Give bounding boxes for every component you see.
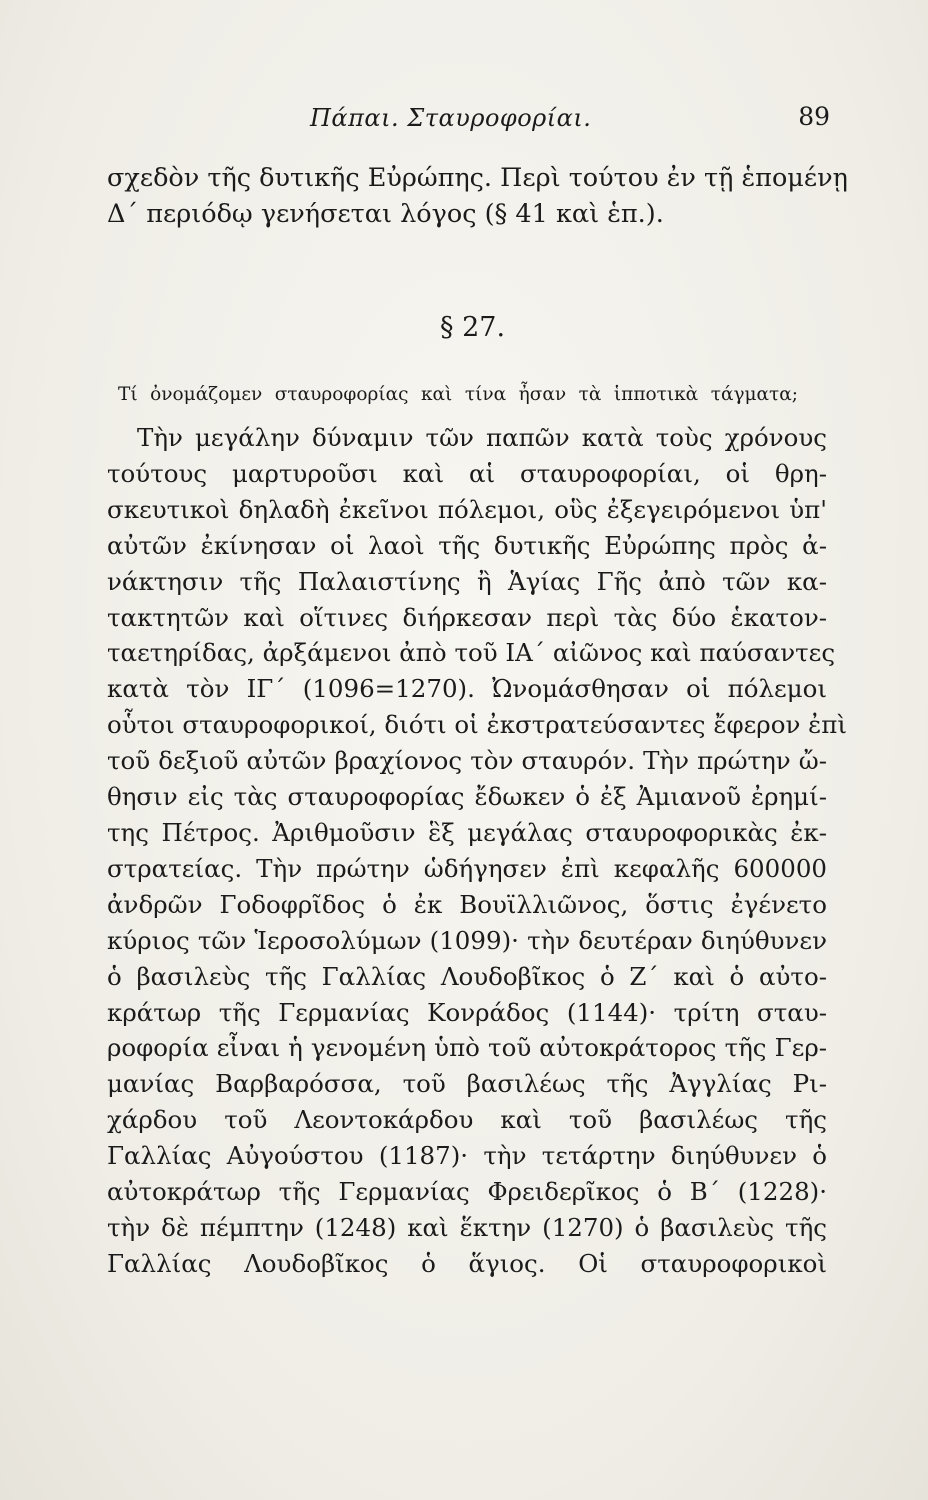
body-line: κύριος τῶν Ἱεροσολύμων (1099)· τὴν δευτέραν διηύθυνεν (107, 925, 827, 955)
body-line: ἀνδρῶν Γοδοφρῖδος ὁ ἐκ Βουϊλλιῶνος, ὅστις ἐγένετο (107, 889, 827, 919)
body-line: σκευτικοὶ δηλαδὴ ἐκεῖνοι πόλεμοι, οὓς ἐξεγειρόμενοι ὑπ' (107, 494, 827, 524)
body-paragraph (107, 420, 848, 1282)
body-line: αὐτοκράτωρ τῆς Γερμανίας Φρειδερῖκος ὁ Β΄ (1228)· (107, 1177, 827, 1207)
intro-paragraph (107, 160, 848, 232)
body-line: κατὰ τὸν ΙΓ΄ (1096=1270). Ὠνομάσθησαν οἱ πόλεμοι (107, 674, 827, 704)
body-line: τοῦ δεξιοῦ αὐτῶν βραχίονος τὸν σταυρόν. Τὴν πρώτην ὤ- (107, 746, 827, 776)
body-line: στρατείας. Τὴν πρώτην ὡδήγησεν ἐπὶ κεφαλῆς 600000 (107, 853, 827, 883)
body-line: ταετηρίδας, ἀρξάμενοι ἀπὸ τοῦ ΙΑ΄ αἰῶνος καὶ παύσαντες (107, 638, 836, 668)
body-line: νάκτησιν τῆς Παλαιστίνης ἢ Ἁγίας Γῆς ἀπὸ τῶν κα- (107, 566, 827, 596)
intro-line: σχεδὸν τῆς δυτικῆς Εὐρώπης. Περὶ τούτου ἐν τῇ ἑπομένῃ (107, 163, 848, 193)
body-line: της Πέτρος. Ἀριθμοῦσιν ἓξ μεγάλας σταυροφορικὰς ἐκ- (107, 817, 827, 847)
body-line: ὁ βασιλεὺς τῆς Γαλλίας Λουδοβῖκος ὁ Ζ΄ καὶ ὁ αὐτο- (107, 961, 827, 991)
section-number: § 27. (440, 312, 506, 343)
body-line: θησιν εἰς τὰς σταυροφορίας ἔδωκεν ὁ ἐξ Ἀμιανοῦ ἐρημί- (107, 782, 827, 812)
body-line: οὗτοι σταυροφορικοί, διότι οἱ ἐκστρατεύσαντες ἔφερον ἐπὶ (107, 710, 848, 740)
body-line: κράτωρ τῆς Γερμανίας Κονράδος (1144)· τρίτη σταυ- (107, 997, 827, 1027)
body-line: αὐτῶν ἐκίνησαν οἱ λαοὶ τῆς δυτικῆς Εὐρώπης πρὸς ἀ- (107, 530, 827, 560)
intro-line: Δ΄ περιόδῳ γενήσεται λόγος (§ 41 καὶ ἑπ.). (107, 199, 664, 229)
body-line: χάρδου τοῦ Λεοντοκάρδου καὶ τοῦ βασιλέως τῆς (107, 1105, 827, 1135)
running-head (250, 100, 830, 140)
body-line: Γαλλίας Λουδοβῖκος ὁ ἅγιος. Οἱ σταυροφορικοὶ (107, 1248, 827, 1278)
body-line: Τὴν μεγάλην δύναμιν τῶν παπῶν κατὰ τοὺς χρόνους (137, 423, 827, 452)
section-question: Τί ὀνομάζομεν σταυροφορίας καὶ τίνα ἦσαν τὰ ἱπποτικὰ τάγματα; (118, 384, 798, 405)
page-number: 89 (798, 102, 830, 131)
running-title: Πάπαι. Σταυροφορίαι. (310, 104, 592, 132)
body-line: μανίας Βαρβαρόσσα, τοῦ βασιλέως τῆς Ἀγγλίας Ρι- (107, 1069, 827, 1099)
body-line: τακτητῶν καὶ οἵτινες διήρκεσαν περὶ τὰς δύο ἑκατον- (107, 602, 827, 632)
body-line: τούτους μαρτυροῦσι καὶ αἱ σταυροφορίαι, οἱ θρη- (107, 458, 827, 488)
body-line: ροφορία εἶναι ἡ γενομένη ὑπὸ τοῦ αὐτοκράτορος τῆς Γερ- (107, 1033, 827, 1063)
body-line: Γαλλίας Αὐγούστου (1187)· τὴν τετάρτην διηύθυνεν ὁ (107, 1141, 827, 1171)
body-line: τὴν δὲ πέμπτην (1248) καὶ ἕκτην (1270) ὁ βασιλεὺς τῆς (107, 1212, 827, 1242)
